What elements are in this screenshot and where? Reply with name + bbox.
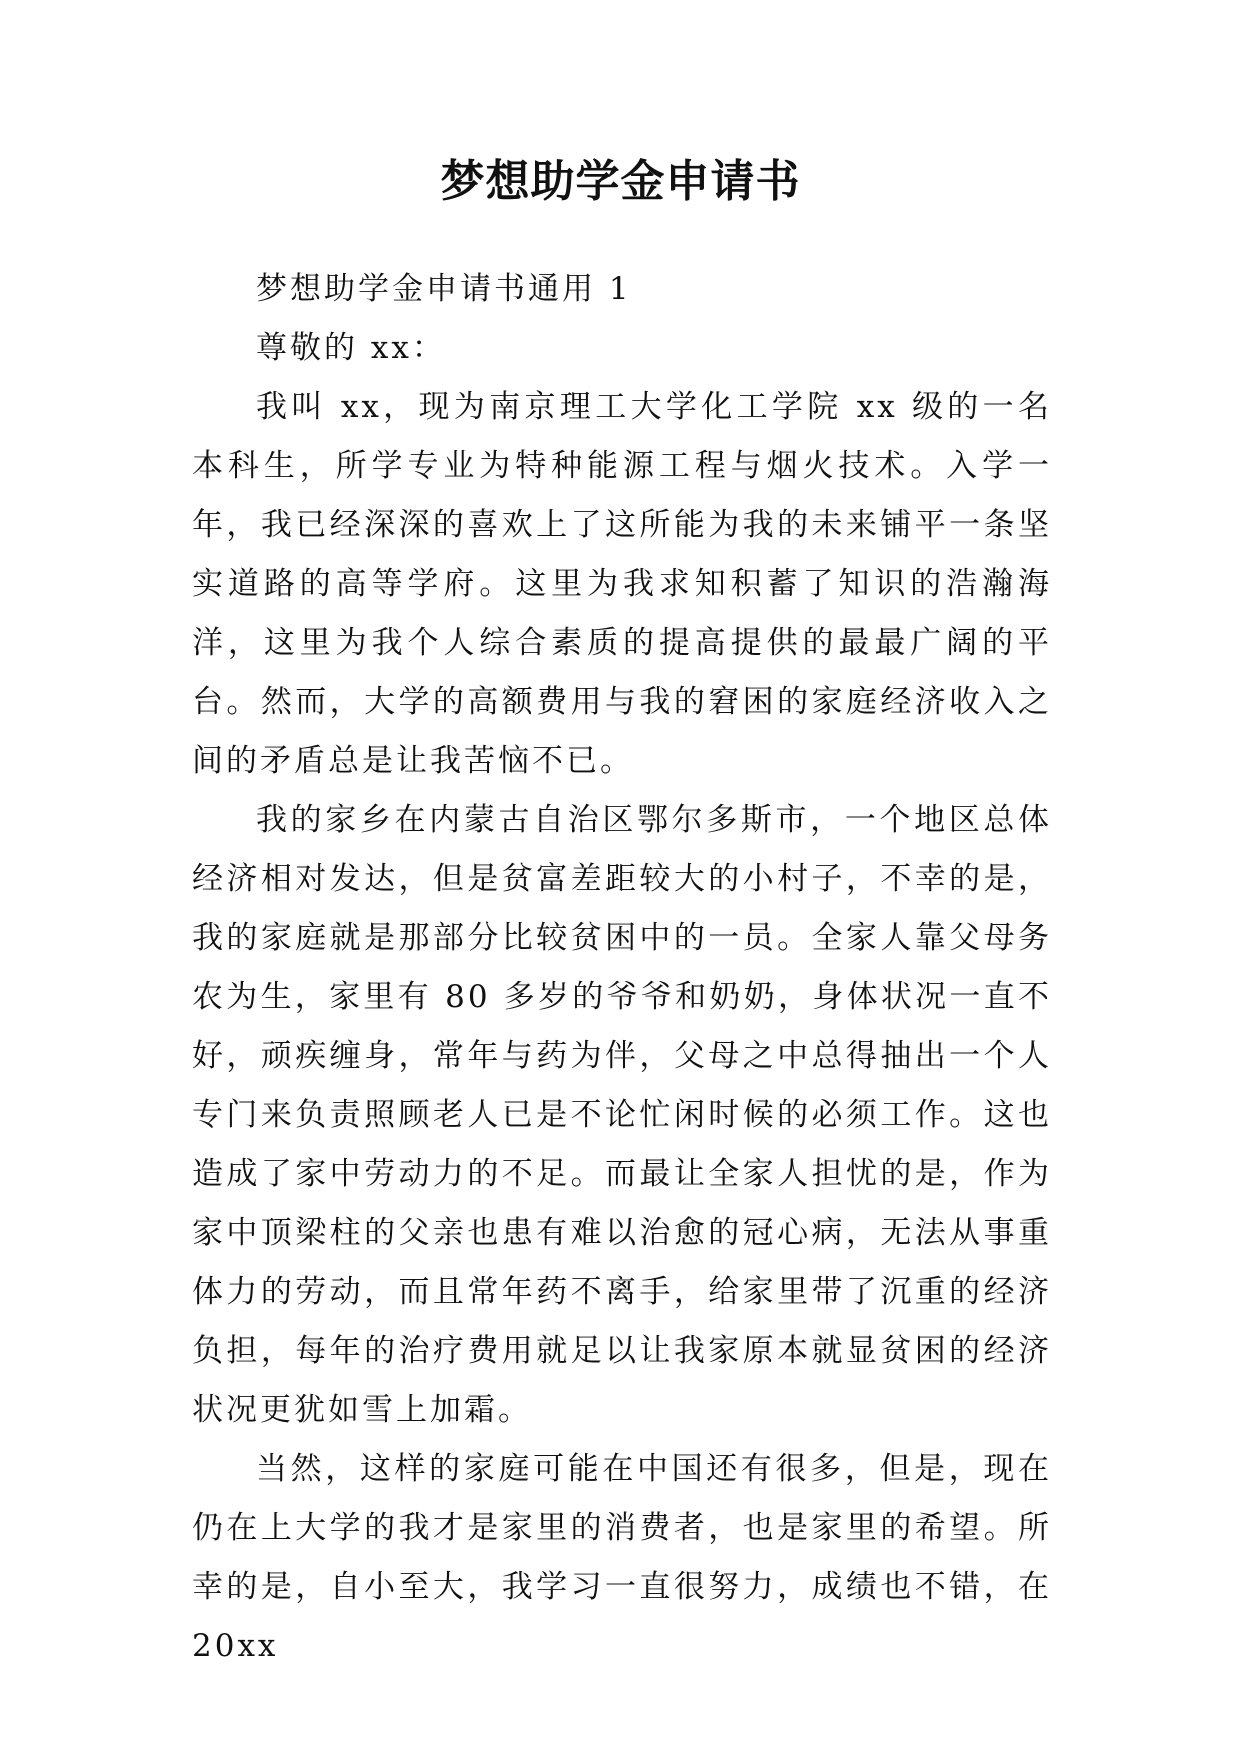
paragraph-intro: 我叫 xx，现为南京理工大学化工学院 xx 级的一名本科生，所学专业为特种能源工程与烟火技术。入学一年，我已经深深的喜欢上了这所能为我的未来铺平一条坚实道路的高等学府。这里为我求知积蓄了知识的浩瀚海洋，这里为我个人综合素质的提高提供的最最广阔的平台。然而，大学的高额费用与我的窘困的家庭经济收入之间的矛盾总是让我苦恼不已。 xyxy=(192,389,1052,779)
paragraph-family: 我的家乡在内蒙古自治区鄂尔多斯市，一个地区总体经济相对发达，但是贫富差距较大的小村子，不幸的是，我的家庭就是那部分比较贫困中的一员。全家人靠父母务农为生，家里有 80 多岁的爷爷和奶奶，身体状况一直不好，顽疾缠身，常年与药为伴，父母之中总得抽出一个人专门来负责照顾老人已是不论忙闲时候的必须工作。这也造成了家中劳动力的不足。而最让全家人担忧的是，作为家中顶梁柱的父亲也患有难以治愈的冠心病，无法从事重体力的劳动，而且常年药不离手，给家里带了沉重的经济负担，每年的治疗费用就足以让我家原本就显贫困的经济状况更犹如雪上加霜。 xyxy=(192,802,1052,1428)
document-title: 梦想助学金申请书 xyxy=(440,156,801,207)
paragraph-hope: 当然，这样的家庭可能在中国还有很多，但是，现在仍在上大学的我才是家里的消费者，也是家里的希望。所幸的是，自小至大，我学习一直很努力，成绩也不错，在 20xx xyxy=(192,1451,1052,1664)
document-body xyxy=(192,260,1052,1676)
salutation: 尊敬的 xx： xyxy=(256,330,446,366)
document-subtitle: 梦想助学金申请书通用 1 xyxy=(256,271,632,307)
